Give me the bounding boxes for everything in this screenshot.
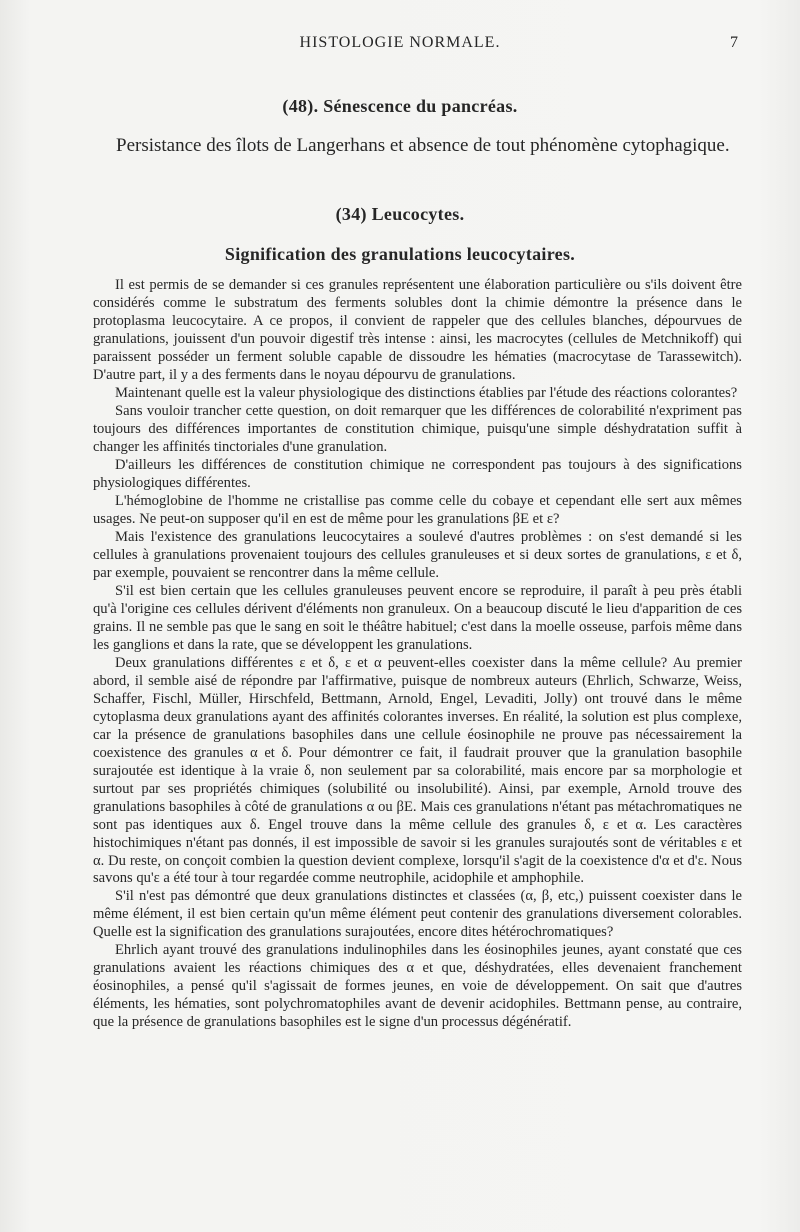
paragraph: Il est permis de se demander si ces granules représentent une élaboration particulière ou s'ils doivent être considérés comme le substratum des ferments solubles dont la chimie démontre la présence dans le protoplasma leucocytaire. A ce propos, il convient de rappeler que des cellules blanches, dépourvues de granulations, jouissent d'un pouvoir digestif très intense : ainsi, les macrocytes (cellules de Metchnikoff) qui paraissent posséder un ferment soluble capable de dissoudre les hématies (macrocytase de Tarassewitch). D'autre part, il y a des ferments dans le noyau dépourvu de granulations. [93, 277, 742, 383]
paragraph: Mais l'existence des granulations leucocytaires a soulevé d'autres problèmes : on s'est demandé si les cellules à granulations provenaient toujours des cellules granuleuses et si deux sortes de granulations, ε et δ, par exemple, pouvaient se rencontrer dans la même cellule. [93, 528, 742, 581]
section-48-title: (48). Sénescence du pancréas. [282, 96, 518, 116]
paragraph: Deux granulations différentes ε et δ, ε et α peuvent-elles coexister dans la même cellule? Au premier abord, il semble aisé de répondre par l'affirmative, puisque de nombreux auteurs (Ehrlich, Schwarze, Weiss, Schaffer, Fischl, Müller, Hirschfeld, Bettmann, Arnold, Engel, Levaditi, Jolly) ont trouvé dans le même cytoplasma deux granulations ayant des affinités colorantes inverses. En réalité, la solution est plus complexe, car la présence de granulations basophiles dans une cellule éosinophile ne prouve pas nécessairement la coexistence des granules α et δ. Pour démontrer ce fait, il faudrait prouver que la granulation basophile surajoutée est identique à la vraie δ, non seulement par sa colorabilité, mais encore par sa morphologie et surtout par ses propriétés chimiques (solubilité ou insolubilité). Ainsi, par exemple, Arnold trouve des granulations basophiles à côté de granulations α ou βE. Mais ces granulations n'étant pas métachromatiques ne sont pas identiques aux δ. Engel trouve dans la même cellule des granules δ, ε et α. Les caractères histochimiques n'étant pas donnés, il est impossible de savoir si les granules surajoutés sont de véritables ε et α. Du reste, on conçoit combien la question devient complexe, lorsqu'il s'agit de la coexistence d'α et d'ε. Nous savons qu'ε a été tour à tour regardée comme neutrophile, acidophile et amphophile. [93, 654, 742, 887]
paragraph: Ehrlich ayant trouvé des granulations indulinophiles dans les éosinophiles jeunes, ayant constaté que ces granulations avaient les réactions chimiques des α et que, déshydratées, elles devenaient franchement éosinophiles, a pensé qu'il s'agissait de formes jeunes, en voie de développement. On sait que d'autres éléments, les hématies, sont polychromatophiles avant de devenir acidophiles. Bettmann pense, au contraire, que la présence de granulations basophiles est le signe d'un processus dégénératif. [93, 942, 742, 1031]
section-48-text: Persistance des îlots de Langerhans et absence de tout phénomène cytophagique. [116, 135, 730, 156]
page-number: 7 [730, 34, 738, 51]
body-text [93, 277, 742, 1032]
paragraph: S'il n'est pas démontré que deux granulations distinctes et classées (α, β, etc,) puissent coexister dans le même élément, il est bien certain qu'un même élément peut contenir des granulations diversement colorables. Quelle est la signification des granulations surajoutées, encore dites hétérochromatiques? [93, 888, 742, 941]
running-head: HISTOLOGIE NORMALE. [299, 34, 501, 51]
section-34-title: (34) Leucocytes. [335, 204, 465, 224]
paragraph: Sans vouloir trancher cette question, on doit remarquer que les différences de colorabilité n'expriment pas toujours des différences importantes de constitution chimique, puisqu'une simple déshydratation suffit à changer les affinités tinctoriales d'une granulation. [93, 402, 742, 455]
paragraph: Maintenant quelle est la valeur physiologique des distinctions établies par l'étude des réactions colorantes? [115, 384, 738, 401]
paragraph: L'hémoglobine de l'homme ne cristallise pas comme celle du cobaye et cependant elle sert aux mêmes usages. Ne peut-on supposer qu'il en est de même pour les granulations βE et ε? [93, 492, 742, 527]
section-34-subtitle: Signification des granulations leucocytaires. [224, 244, 576, 264]
paragraph: S'il est bien certain que les cellules granuleuses peuvent encore se reproduire, il paraît à peu près établi qu'à l'origine ces cellules dérivent d'éléments non granuleux. On a beaucoup discuté le lieu d'apparition de ces grains. Il ne semble pas que le sang en soit le théâtre habituel; c'est dans la moelle osseuse, parfois même dans les ganglions et dans la rate, que se développent les granulations. [93, 582, 742, 653]
page-header [0, 34, 800, 54]
paragraph: D'ailleurs les différences de constitution chimique ne correspondent pas toujours à des significations physiologiques différentes. [93, 456, 742, 491]
